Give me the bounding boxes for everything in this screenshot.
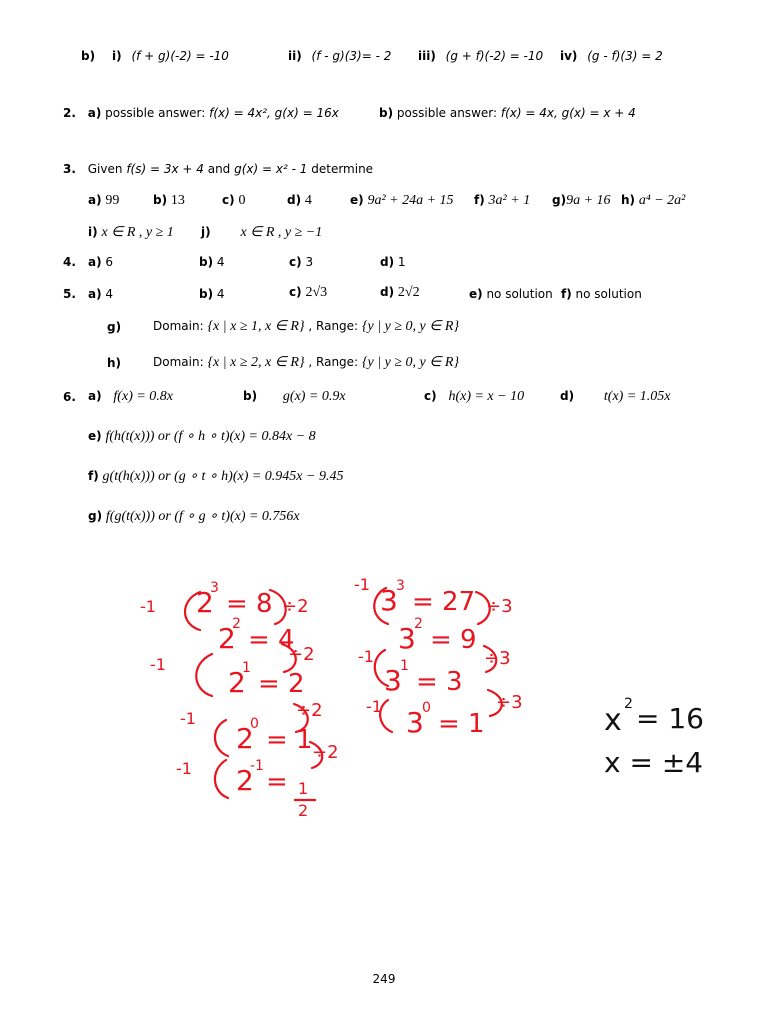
left-exp-3: 0	[250, 716, 259, 732]
q1b-iii-label: iii)	[418, 49, 436, 63]
eq1-exponent: 2	[624, 696, 633, 712]
q5-c-value: 2√3	[305, 285, 328, 300]
q2-a-text: f(x) = 4x², g(x) = 16x	[209, 106, 339, 120]
q3-number: 3.	[63, 162, 76, 176]
q6-e-value: f(h(t(x))) or (f ∘ h ∘ t)(x) = 0.84x − 8	[105, 429, 316, 444]
q4-d-label: d)	[380, 255, 395, 269]
left-rhs-3: = 1	[266, 725, 313, 755]
q6-e-label: e)	[88, 429, 102, 443]
q5-e-value: no solution	[486, 287, 553, 301]
q3-prompt-f: f(s) = 3x + 4	[126, 162, 204, 176]
right-rhs-1: = 9	[430, 625, 477, 655]
q1b-i-label: i)	[112, 49, 122, 63]
q3-i-label: i)	[88, 225, 98, 239]
q1b-ii-label: ii)	[288, 49, 302, 63]
left-op-4: ÷2	[312, 742, 339, 763]
q3-f-label: f)	[474, 193, 485, 207]
q1b-label: b)	[81, 49, 96, 63]
q3-e-label: e)	[350, 193, 364, 207]
left-rhs-2: = 2	[258, 669, 305, 699]
q4-number: 4.	[63, 255, 76, 269]
q2-b-prefix: possible answer:	[396, 106, 498, 120]
q3-h-label: h)	[621, 193, 636, 207]
q4-d-value: 1	[397, 255, 406, 269]
q2-number: 2.	[63, 106, 76, 120]
q1b-iv-text: (g - f)(3) = 2	[587, 49, 663, 63]
q6-g-label: g)	[88, 509, 103, 523]
q6-d-value: t(x) = 1.05x	[603, 389, 671, 404]
q5-number: 5.	[63, 287, 76, 301]
left-arrow-3	[215, 720, 228, 756]
left-base-2: 2	[228, 666, 246, 699]
fraction-denominator: 2	[298, 801, 309, 820]
q2-b-label: b)	[379, 106, 394, 120]
q4-c-value: 3	[305, 255, 314, 269]
left-exp-1: 2	[232, 616, 241, 632]
q3-j-value: x ∈ R , y ≥ −1	[240, 225, 323, 240]
left-minus-one-2: -1	[150, 655, 166, 674]
left-base-4: 2	[236, 764, 254, 797]
q5-f-label: f)	[561, 287, 572, 301]
left-rhs-4: =	[266, 767, 288, 797]
left-rhs-0: = 8	[226, 589, 273, 619]
right-base-3: 3	[406, 706, 424, 739]
q3-g-label: g)	[552, 193, 567, 207]
right-exp-0: 3	[396, 578, 405, 594]
left-base-1: 2	[218, 622, 236, 655]
q3-a-label: a)	[88, 193, 102, 207]
q3-b-label: b)	[153, 193, 168, 207]
q6-a-value: f(x) = 0.8x	[113, 389, 174, 404]
left-exp-2: 1	[242, 660, 251, 676]
q5-g-label: g)	[107, 320, 122, 334]
right-base-0: 3	[380, 584, 398, 617]
q5-g-range-label: , Range:	[308, 319, 359, 333]
left-op-0: ÷2	[282, 596, 309, 617]
right-exp-1: 2	[414, 616, 423, 632]
q5-e-label: e)	[469, 287, 483, 301]
q1b-iii-text: (g + f)(-2) = -10	[445, 49, 544, 63]
left-exp-0: 3	[210, 580, 219, 596]
eq2: x = ±4	[604, 746, 704, 779]
right-rhs-2: = 3	[416, 667, 463, 697]
right-exp-3: 0	[422, 700, 431, 716]
q2-a-label: a)	[87, 106, 102, 120]
q5-h-range-label: , Range:	[308, 355, 359, 369]
left-exp-4: -1	[250, 758, 264, 774]
q3-i-value: x ∈ R , y ≥ 1	[101, 225, 174, 240]
q6-g-value: f(g(t(x))) or (f ∘ g ∘ t)(x) = 0.756x	[105, 509, 300, 524]
q6-d-label: d)	[560, 389, 575, 403]
page-number: 249	[372, 972, 396, 986]
left-arrow-2	[196, 654, 212, 696]
q3-prompt-pre: Given	[87, 162, 123, 176]
q3-d-value: 4	[304, 193, 312, 208]
left-base-0: 2	[196, 586, 214, 619]
q5-b-value: 4	[216, 287, 225, 301]
q3-prompt-g: g(x) = x² - 1	[234, 162, 308, 176]
right-rhs-0: = 27	[412, 587, 476, 617]
right-op-0: ÷3	[486, 596, 513, 617]
q5-d-label: d)	[380, 285, 395, 299]
q3-h-value: a⁴ − 2a²	[638, 193, 686, 208]
q3-j-label: j)	[201, 225, 211, 239]
q5-f-value: no solution	[575, 287, 642, 301]
left-op-2: ÷2	[288, 644, 315, 665]
left-minus-one-4: -1	[176, 759, 192, 778]
q6-number: 6.	[63, 390, 76, 404]
q3-c-label: c)	[222, 193, 235, 207]
right-op-3: ÷3	[496, 692, 523, 713]
right-base-2: 3	[384, 664, 402, 697]
q5-g-domain: {x | x ≥ 1, x ∈ R}	[207, 319, 305, 334]
q4-b-label: b)	[199, 255, 214, 269]
q3-f-value: 3a² + 1	[488, 193, 531, 208]
q4-b-value: 4	[216, 255, 225, 269]
q5-c-label: c)	[289, 285, 302, 299]
q2-a-prefix: possible answer:	[105, 106, 206, 120]
q5-h-label: h)	[107, 356, 122, 370]
q5-g-range: {y | y ≥ 0, y ∈ R}	[361, 319, 460, 334]
q5-g-domain-label: Domain:	[153, 319, 204, 333]
q4-a-label: a)	[88, 255, 102, 269]
q6-c-value: h(x) = x − 10	[448, 389, 525, 404]
q3-a-value: 99	[105, 193, 120, 208]
left-arrow-4	[215, 760, 228, 798]
q6-b-value: g(x) = 0.9x	[282, 389, 346, 404]
left-op-3: ÷2	[296, 700, 323, 721]
q3-prompt-post: determine	[311, 162, 374, 176]
q5-d-value: 2√2	[397, 285, 420, 300]
q6-b-label: b)	[243, 389, 258, 403]
q1b-i-text: (f + g)(-2) = -10	[131, 49, 229, 63]
q6-f-value: g(t(h(x))) or (g ∘ t ∘ h)(x) = 0.945x − 9.45	[102, 469, 344, 484]
q6-f-label: f)	[88, 469, 99, 483]
q3-c-value: 0	[238, 193, 246, 208]
eq1-rhs: = 16	[636, 702, 704, 735]
q6-a-label: a)	[88, 389, 102, 403]
right-exp-2: 1	[400, 658, 409, 674]
q5-a-value: 4	[105, 287, 114, 301]
eq1-base: x	[604, 703, 622, 738]
left-minus-one-0: -1	[140, 597, 156, 616]
left-rhs-1: = 4	[248, 625, 295, 655]
q6-c-label: c)	[424, 389, 437, 403]
q4-a-value: 6	[105, 255, 114, 269]
left-minus-one-3: -1	[180, 709, 196, 728]
q3-g-value: 9a + 16	[566, 193, 611, 208]
right-rhs-3: = 1	[438, 709, 485, 739]
right-minus-one-2: -1	[358, 647, 374, 666]
right-minus-one-3: -1	[366, 697, 382, 716]
q1b-ii-text: (f - g)(3)= - 2	[311, 49, 392, 63]
fraction-numerator: 1	[298, 779, 309, 798]
q5-h-domain: {x | x ≥ 2, x ∈ R}	[207, 355, 305, 370]
right-base-1: 3	[398, 622, 416, 655]
q3-e-value: 9a² + 24a + 15	[367, 193, 454, 208]
q4-c-label: c)	[289, 255, 302, 269]
q5-a-label: a)	[88, 287, 102, 301]
q3-prompt-mid: and	[207, 162, 231, 176]
right-op-2: ÷3	[484, 648, 511, 669]
left-base-3: 2	[236, 722, 254, 755]
q3-b-value: 13	[170, 193, 185, 208]
q2-b-text: f(x) = 4x, g(x) = x + 4	[500, 106, 636, 120]
q5-b-label: b)	[199, 287, 214, 301]
handwritten-text-layer	[140, 575, 704, 820]
right-minus-one-0: -1	[354, 575, 370, 594]
q1b-iv-label: iv)	[560, 49, 578, 63]
q3-d-label: d)	[287, 193, 302, 207]
q5-h-domain-label: Domain:	[153, 355, 204, 369]
q5-h-range: {y | y ≥ 0, y ∈ R}	[361, 355, 460, 370]
